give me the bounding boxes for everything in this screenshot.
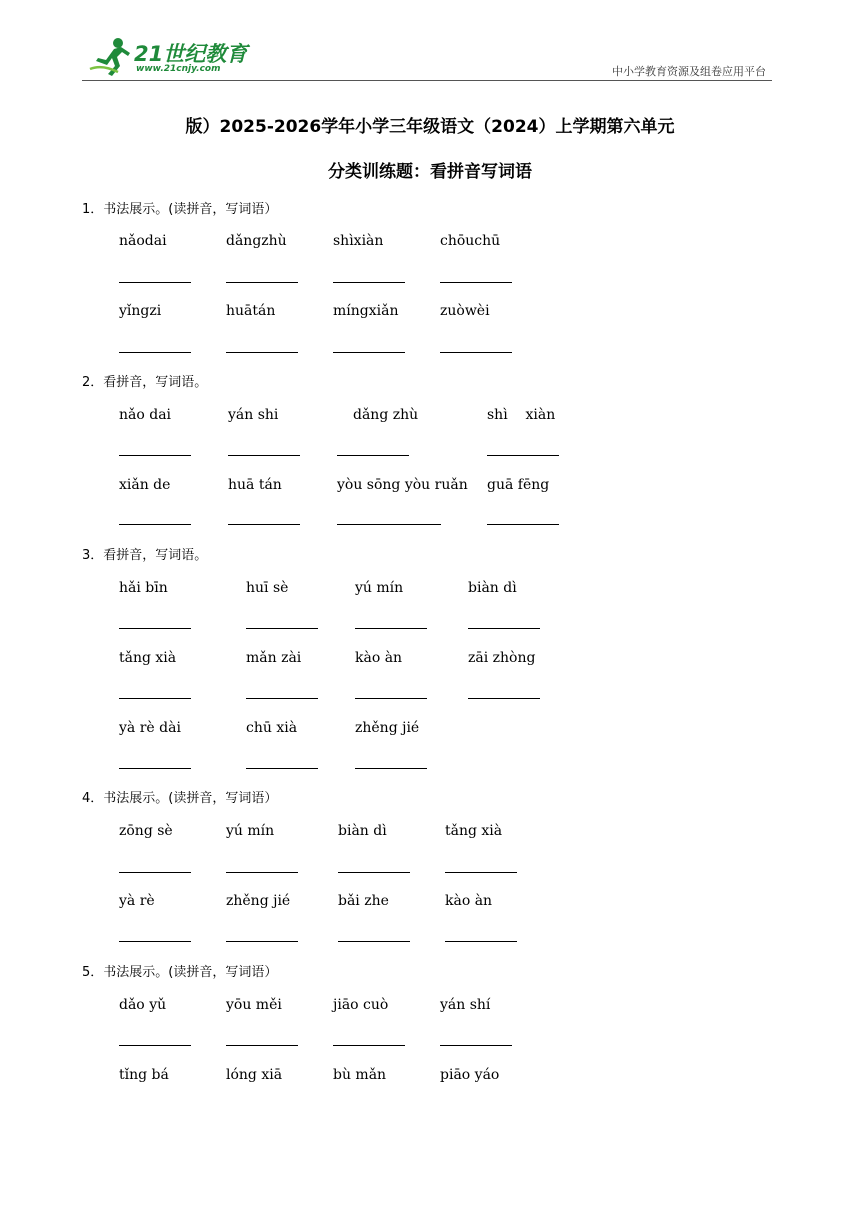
- pinyin-word: hǎi bīn: [119, 580, 168, 596]
- answer-blank[interactable]: [440, 352, 512, 353]
- answer-blank[interactable]: [119, 872, 191, 873]
- pinyin-word: nǎodai: [119, 233, 167, 249]
- pinyin-word: yòu sōng yòu ruǎn: [337, 477, 468, 493]
- question-3-title: 3．看拼音，写词语。: [82, 548, 208, 563]
- pinyin-word: zōng sè: [119, 823, 173, 839]
- pinyin-word: biàn dì: [468, 580, 517, 596]
- question-4-title: 4．书法展示。(读拼音，写词语）: [82, 791, 278, 806]
- pinyin-word: mǎn zài: [246, 650, 302, 666]
- question-2-title: 2．看拼音，写词语。: [82, 375, 208, 390]
- pinyin-word: míngxiǎn: [333, 303, 399, 319]
- pinyin-word: shìxiàn: [333, 233, 384, 249]
- pinyin-word: huātán: [226, 303, 276, 319]
- pinyin-word: zāi zhòng: [468, 650, 536, 666]
- answer-blank[interactable]: [226, 941, 298, 942]
- pinyin-word: kào àn: [355, 650, 403, 666]
- answer-blank[interactable]: [228, 455, 300, 456]
- answer-blank[interactable]: [355, 698, 427, 699]
- answer-blank[interactable]: [355, 628, 427, 629]
- pinyin-word: yú mín: [355, 580, 404, 596]
- logo-url: www.21cnjy.com: [136, 64, 221, 74]
- pinyin-word: yú mín: [226, 823, 275, 839]
- pinyin-word: yōu měi: [226, 997, 282, 1013]
- answer-blank[interactable]: [338, 941, 410, 942]
- answer-blank[interactable]: [119, 455, 191, 456]
- answer-blank[interactable]: [445, 872, 517, 873]
- answer-blank[interactable]: [226, 872, 298, 873]
- answer-blank[interactable]: [119, 628, 191, 629]
- answer-blank[interactable]: [226, 352, 298, 353]
- answer-blank[interactable]: [119, 352, 191, 353]
- answer-blank[interactable]: [338, 872, 410, 873]
- answer-blank[interactable]: [445, 941, 517, 942]
- answer-blank[interactable]: [440, 282, 512, 283]
- pinyin-word: bù mǎn: [333, 1067, 387, 1083]
- pinyin-word: tǐng bá: [119, 1067, 169, 1083]
- pinyin-word: yà rè dài: [119, 720, 181, 736]
- answer-blank[interactable]: [333, 282, 405, 283]
- pinyin-word: huī sè: [246, 580, 289, 596]
- pinyin-word: yán shí: [440, 997, 491, 1013]
- answer-blank[interactable]: [468, 698, 540, 699]
- answer-blank[interactable]: [487, 524, 559, 525]
- page-title-line1: 版）2025-2026学年小学三年级语文（2024）上学期第六单元: [185, 117, 675, 137]
- pinyin-word: zuòwèi: [440, 303, 490, 319]
- pinyin-word: biàn dì: [338, 823, 387, 839]
- answer-blank[interactable]: [355, 768, 427, 769]
- answer-blank[interactable]: [119, 282, 191, 283]
- pinyin-word: dǎng zhù: [353, 407, 419, 423]
- answer-blank[interactable]: [337, 455, 409, 456]
- pinyin-word: xiǎn de: [119, 477, 171, 493]
- answer-blank[interactable]: [246, 628, 318, 629]
- pinyin-word: jiāo cuò: [333, 997, 389, 1013]
- answer-blank[interactable]: [468, 628, 540, 629]
- answer-blank[interactable]: [333, 352, 405, 353]
- answer-blank[interactable]: [119, 1045, 191, 1046]
- site-logo: [88, 36, 268, 78]
- pinyin-word: chū xià: [246, 720, 298, 736]
- page-title-line2: 分类训练题：看拼音写词语: [328, 162, 532, 182]
- pinyin-word: dǎo yǔ: [119, 997, 167, 1013]
- answer-blank[interactable]: [333, 1045, 405, 1046]
- site-tagline: 中小学教育资源及组卷应用平台: [612, 65, 766, 78]
- answer-blank[interactable]: [226, 282, 298, 283]
- answer-blank[interactable]: [119, 768, 191, 769]
- pinyin-word: bǎi zhe: [338, 893, 389, 909]
- answer-blank[interactable]: [228, 524, 300, 525]
- pinyin-word: lóng xiā: [226, 1067, 283, 1083]
- pinyin-word: zhěng jié: [355, 720, 420, 736]
- pinyin-word: zhěng jié: [226, 893, 291, 909]
- pinyin-word: shì xiàn: [487, 407, 556, 423]
- pinyin-word: yà rè: [119, 893, 155, 909]
- answer-blank[interactable]: [246, 698, 318, 699]
- pinyin-word: chōuchū: [440, 233, 501, 249]
- answer-blank[interactable]: [119, 941, 191, 942]
- answer-blank[interactable]: [337, 524, 441, 525]
- answer-blank[interactable]: [487, 455, 559, 456]
- answer-blank[interactable]: [119, 524, 191, 525]
- runner-icon: [88, 36, 134, 78]
- pinyin-word: dǎngzhù: [226, 233, 287, 249]
- page-header: [82, 36, 772, 81]
- pinyin-word: piāo yáo: [440, 1067, 500, 1083]
- pinyin-word: kào àn: [445, 893, 493, 909]
- pinyin-word: tǎng xià: [119, 650, 177, 666]
- pinyin-word: huā tán: [228, 477, 282, 493]
- answer-blank[interactable]: [226, 1045, 298, 1046]
- answer-blank[interactable]: [246, 768, 318, 769]
- pinyin-word: nǎo dai: [119, 407, 172, 423]
- pinyin-word: yán shi: [228, 407, 279, 423]
- question-1-title: 1．书法展示。(读拼音，写词语）: [82, 202, 278, 217]
- pinyin-word: guā fēng: [487, 477, 550, 493]
- question-5-title: 5．书法展示。(读拼音，写词语）: [82, 965, 278, 980]
- answer-blank[interactable]: [440, 1045, 512, 1046]
- pinyin-word: yǐngzi: [119, 303, 162, 319]
- answer-blank[interactable]: [119, 698, 191, 699]
- pinyin-word: tǎng xià: [445, 823, 503, 839]
- logo-text: 21世纪教育: [134, 42, 248, 66]
